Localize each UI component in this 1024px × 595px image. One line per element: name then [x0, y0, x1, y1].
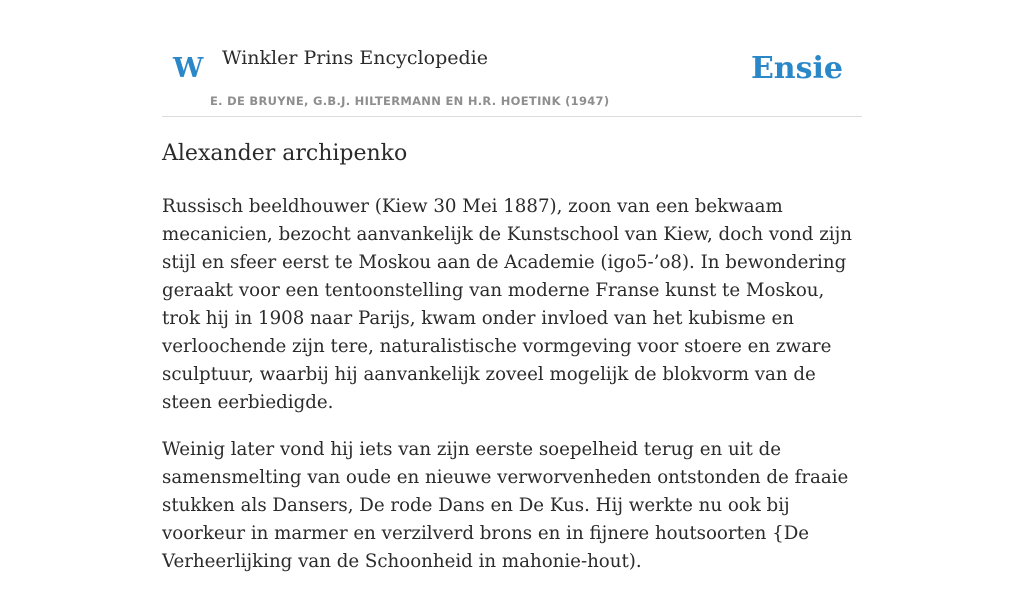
source-authors: E. DE BRUYNE, G.B.J. HILTERMANN EN H.R. HOETINK (1947) — [210, 94, 610, 108]
article-paragraph: Russisch beeldhouwer (Kiew 30 Mei 1887), zoon van een bekwaam mecanicien, bezocht aanvankelijk de Kunstschool van Kiew, doch vond zijn stijl en sfeer eerst te Moskou aan de Academie (igo5-’o8). In bewondering geraakt voor een tentoonstelling van moderne Franse kunst te Moskou, trok hij in 1908 naar Parijs, kwam onder invloed van het kubisme en verloochende zijn tere, naturalistische vormgeving voor stoere en zware sculptuur, waarbij hij aanvankelijk zoveel mogelijk de blokvorm van de steen eerbiedigde. — [162, 196, 852, 413]
source-title-link[interactable]: Winkler Prins Encyclopedie — [222, 47, 488, 69]
article-paragraph: Weinig later vond hij iets van zijn eerste soepelheid terug en uit de samensmelting van oude en nieuwe verworvenheden ontstonden de fraaie stukken als Dansers, De rode Dans en De Kus. Hij werkte nu ook bij voorkeur in marmer en verzilverd brons en in fijnere houtsoorten {De Verheerlijking van de Schoonheid in mahonie-hout). — [162, 439, 849, 572]
article-body — [162, 193, 862, 595]
source-header — [162, 0, 862, 117]
article-title: Alexander archipenko — [162, 141, 408, 166]
winkler-prins-logo-icon[interactable]: W — [173, 53, 204, 84]
ensie-brand-logo[interactable]: Ensie — [750, 51, 843, 86]
